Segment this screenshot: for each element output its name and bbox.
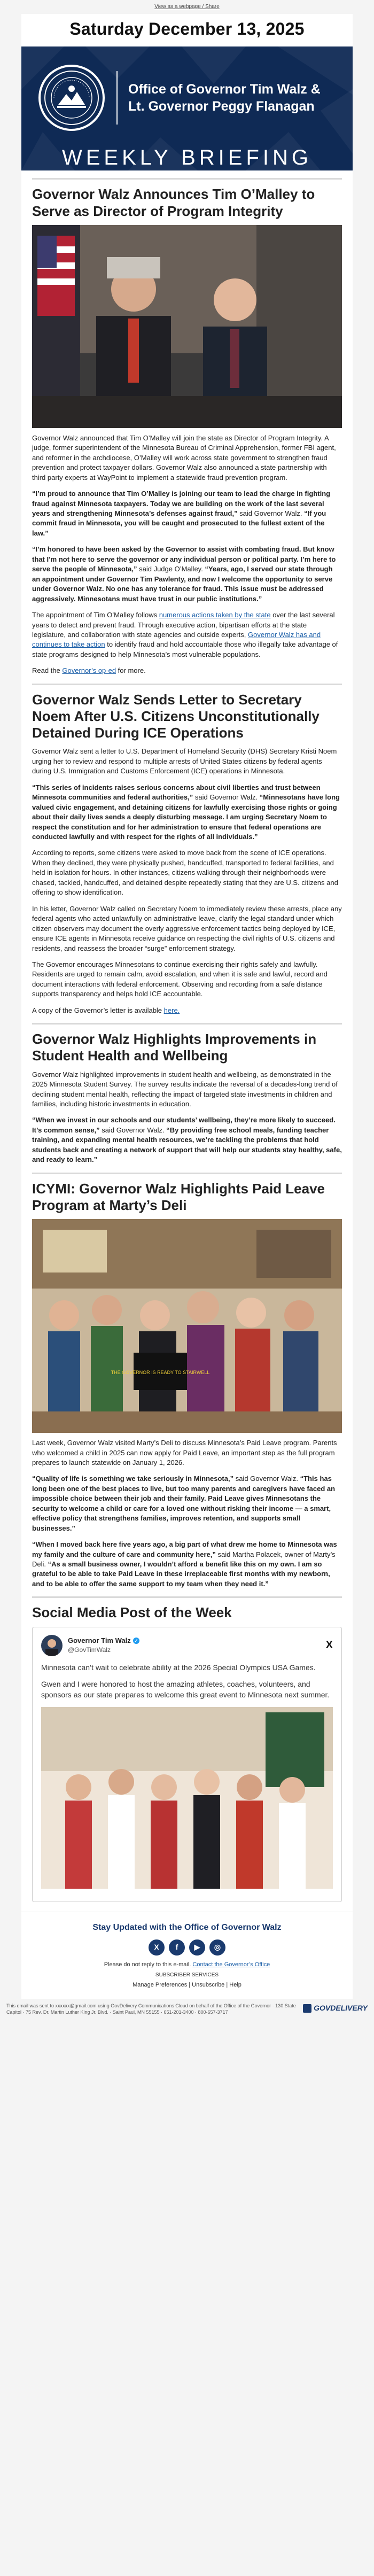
- divider: [32, 1023, 342, 1025]
- quote-attribution: said Governor Walz.: [233, 1475, 300, 1483]
- quote-text: “By providing free school meals, funding teacher training, and expanding mental health resources, we’re tackling the problems that hold students back and creating a network of support that will help our students stay healthy, safe, and ready to learn.”: [32, 1126, 342, 1164]
- govdelivery-icon: [303, 2004, 311, 2013]
- subscriber-services: SUBSCRIBER SERVICES: [155, 1972, 219, 1978]
- shirt-text: THE GOVERNOR IS READY TO STAIRWELL: [111, 1370, 210, 1376]
- state-actions-link[interactable]: numerous actions taken by the state: [159, 611, 271, 619]
- topbar: [0, 0, 374, 14]
- text: Please do not reply to this e-mail.: [104, 1961, 193, 1968]
- article-3-quote: [32, 1115, 342, 1165]
- weekly-briefing-title: WEEKLY BRIEFING: [61, 146, 313, 170]
- office-name: [128, 81, 321, 115]
- article-4-paragraph-1: Last week, Governor Walz visited Marty’s Deli to discuss Minnesota’s Paid Leave program. Parents who welcomed a child in 2025 can now apply for Paid Leave, an important step as the full program prepares to launch statewide on January 1, 2026.: [32, 1439, 337, 1467]
- quote-text: “When we invest in our schools and our students’ wellbeing, they’re more likely to succeed. It’s common sense,”: [32, 1116, 336, 1134]
- article-2-paragraph-4: The Governor encourages Minnesotans to continue exercising their rights safely and lawfully. Residents are urged to remain calm, avoid escalation, and when it is safe and lawful, record and document interactions with federal enforcement. Observing and recording from a safe distance supports transparency and helps hold ICE accountable.: [32, 960, 328, 998]
- divider: [32, 684, 342, 685]
- article-1-title: Governor Walz Announces Tim O’Malley to Serve as Director of Program Integrity: [32, 186, 315, 219]
- quote-text: “This series of incidents raises serious concerns about civil liberties and trust between Minnesota communities and federal authorities,”: [32, 783, 321, 802]
- quote-text: “Years, ago, I served our state through an appointment under Governor Tim Pawlenty, and now I welcome the opportunity to serve under Governor Walz. No one has any tolerance for fraud. This issue must be addressed aggressively. Minnesotans must have trust in our public institutions.”: [32, 565, 333, 603]
- article-4-quote-2: [32, 1540, 342, 1589]
- article-1-paragraph-3: [32, 610, 342, 659]
- email-body: [21, 14, 353, 1999]
- text: Read the: [32, 666, 63, 675]
- verified-icon: ✓: [133, 1638, 139, 1644]
- quote-text: “If you commit fraud in Minnesota, you will be caught and prosecuted to the fullest extent of the law.”: [32, 509, 326, 537]
- article-2-quote: [32, 783, 342, 842]
- govdelivery-logo: [303, 2003, 368, 2014]
- govdelivery-brand: GOVDELIVERY: [314, 2004, 368, 2013]
- facebook-icon[interactable]: f: [169, 1939, 185, 1956]
- op-ed-link[interactable]: Governor’s op-ed: [62, 666, 116, 675]
- governor-actions-link[interactable]: Governor Walz has and continues to take action: [32, 630, 321, 649]
- manage-links[interactable]: Manage Preferences | Unsubscribe | Help: [133, 1981, 241, 1988]
- no-reply-notice: [32, 1961, 342, 1969]
- social-title: Social Media Post of the Week: [32, 1604, 232, 1621]
- social-post-text-1: Minnesota can’t wait to celebrate ability at the 2026 Special Olympics USA Games.: [41, 1663, 316, 1672]
- text: The appointment of Tim O’Malley follows: [32, 611, 159, 619]
- article-1-paragraph: Governor Walz announced that Tim O’Malley will join the state as Director of Program Integrity. A judge, former superintendent of the Minnesota Bureau of Criminal Apprehension, former FBI agent, and reformer in the archdiocese, O’Malley will work across state government to strengthen fraud prevention and protect taxpayer dollars. Governor Walz also announced a state partnership with third party experts at WayPoint to implement a statewide fraud prevention program.: [32, 433, 336, 482]
- banner-divider: [116, 71, 118, 125]
- article-4-title: ICYMI: Governor Walz Highlights Paid Leave Program at Marty’s Deli: [32, 1180, 325, 1213]
- article-2-paragraph-1: Governor Walz sent a letter to U.S. Department of Homeland Security (DHS) Secretary Kristi Noem urging her to review and respond to multiple arrests of United States citizens by federal agents during U.S. Immigration and Customs Enforcement (ICE) operations in Minnesota.: [32, 747, 337, 775]
- text: to identify fraud and hold accountable those who illegally take advantage of state programs designed to help Minnesota’s most vulnerable populations.: [32, 640, 338, 658]
- article-2-paragraph-2: According to reports, some citizens were asked to move back from the scene of ICE operations. When they declined, they were physically pushed, handcuffed, transported to federal facilities, and held in isolation for hours. In other instances, citizens walking through their neighborhoods were chased, tackled, handcuffed, and detained despite repeatedly stating that they are U.S. citizens and offering to show identification.: [32, 849, 338, 897]
- omalley-announcement-photo: [32, 225, 342, 428]
- divider: [32, 1173, 342, 1174]
- article-1-quote-1: [32, 489, 342, 538]
- office-line-1: Office of Governor Tim Walz &: [128, 82, 321, 97]
- x-social-icon[interactable]: X: [149, 1939, 165, 1956]
- article-3-title: Governor Walz Highlights Improvements in Student Health and Wellbeing: [32, 1031, 317, 1064]
- quote-attribution: said Governor Walz.: [237, 509, 305, 517]
- account-name: [68, 1636, 139, 1646]
- article-1-paragraph-4: [32, 666, 342, 676]
- text: A copy of the Governor’s letter is available: [32, 1006, 164, 1014]
- quote-text: “Quality of life is something we take seriously in Minnesota,”: [32, 1475, 234, 1483]
- office-line-2: Lt. Governor Peggy Flanagan: [128, 99, 315, 114]
- avatar: [41, 1635, 63, 1656]
- contact-link[interactable]: Contact the Governor’s Office: [192, 1961, 270, 1968]
- quote-text: “I’m honored to have been asked by the Governor to assist with combating fraud. But know that I’m not here to serve the governor or any individual person or political party. I’m here to serve the people of Minnesota,”: [32, 545, 336, 573]
- article-4-quote-1: [32, 1474, 342, 1533]
- quote-text: “As a small business owner, I wouldn’t afford a benefit like this on my own. I am so grateful to be able to take Paid Leave in these irreplaceable first months with my newborn, and to be able to offer the same support to my team when they need it.”: [32, 1560, 330, 1588]
- legal-text: This email was sent to xxxxxx@gmail.com using GovDelivery Communications Cloud on behalf of the Office of the Governor · 130 State Capitol · 75 Rev. Dr. Martin Luther King Jr. Blvd. · Saint Paul, MN 55155 · 651-201-3400 · 800-657-3717: [6, 2003, 296, 2015]
- text: over the last several years to detect and prevent fraud. Through executive action, bipartisan efforts at the state legislature, and collaboration with state agencies and outside experts,: [32, 611, 335, 639]
- content: [21, 178, 353, 1902]
- x-logo-icon: X: [325, 1639, 333, 1651]
- header-banner: [21, 46, 353, 170]
- article-2-paragraph-3: In his letter, Governor Walz called on Secretary Noem to immediately review these arrests, place any federal agents who acted unlawfully on administrative leave, clarify the legal standard under which citizen observers may document the overly aggressive enforcement tactics being deployed by ICE, ensure ICE agents in Minnesota receive guidance on respecting the civil rights of U.S. citizens and residents, and reassess the broader “surge” enforcement strategy.: [32, 904, 342, 952]
- stay-updated-heading: Stay Updated with the Office of Governor Walz: [92, 1923, 282, 1933]
- view-as-webpage-link[interactable]: View as a webpage / Share: [154, 3, 220, 10]
- quote-text: “I’m proud to announce that Tim O’Malley is joining our team to lead the charge in fighting fraud against Minnesota taxpayers. Today we are building on the work of the last several years and strengthening Minnesota’s defenses against fraud,”: [32, 490, 331, 517]
- quote-attribution: said Governor Walz.: [193, 793, 260, 802]
- social-icons: [32, 1939, 342, 1956]
- legal-footer: [0, 1999, 374, 2020]
- instagram-icon[interactable]: ◎: [209, 1939, 225, 1956]
- quote-attribution: said Martha Polacek, owner of Marty’s Deli.: [32, 1550, 336, 1569]
- state-seal-logo: [38, 65, 105, 131]
- social-post-text-2: Gwen and I were honored to host the amazing athletes, coaches, volunteers, and sponsors as our state prepares to welcome this great event to Minnesota next summer.: [41, 1680, 330, 1700]
- footer: [21, 1912, 353, 1999]
- youtube-icon[interactable]: ▶: [189, 1939, 205, 1956]
- article-1-quote-2: [32, 545, 342, 604]
- divider: [32, 1596, 342, 1598]
- quote-text: “This has long been one of the best places to live, but too many parents and caregivers have faced an impossible choice between their job and their family. Paid Leave gives Minnesotans the security to welcome a child or care for a loved one without risking their income — a smart, effective policy that strengthens families, improves retention, and supports small businesses.”: [32, 1475, 336, 1532]
- divider: [32, 178, 342, 180]
- date-heading: Saturday December 13, 2025: [69, 19, 305, 38]
- social-post-header: [41, 1635, 333, 1656]
- article-2-title: Governor Walz Sends Letter to Secretary Noem After U.S. Citizens Unconstitutionally Detained During ICE Operations: [32, 691, 320, 741]
- quote-text: “When I moved back here five years ago, a big part of what drew me home to Minnesota was my family and the culture of care and community here,”: [32, 1540, 337, 1558]
- martys-deli-photo: [32, 1219, 342, 1433]
- avatar-icon: [41, 1635, 63, 1656]
- text: for more.: [116, 666, 146, 675]
- date-bar: [21, 14, 353, 46]
- account-handle: @GovTimWalz: [68, 1646, 111, 1654]
- special-olympics-photo: [41, 1707, 333, 1889]
- social-post-card[interactable]: [32, 1627, 342, 1903]
- quote-attribution: said Judge O’Malley.: [137, 565, 205, 573]
- letter-link[interactable]: here.: [163, 1006, 180, 1014]
- account-name-text: Governor Tim Walz: [68, 1636, 131, 1644]
- article-2-paragraph-5: [32, 1006, 342, 1015]
- quote-text: “Minnesotans have long valued civic engagement, and detaining citizens for lawfully exercising those rights or going about their daily lives sends a deeply disturbing message. I am urging Secretary Noem to respect the constitution and for her administration to ensure that federal operations are conducted lawfully and with respect for the rights of all individuals.”: [32, 793, 340, 841]
- article-3-paragraph-1: Governor Walz highlighted improvements in student health and wellbeing, as demonstrated in the 2025 Minnesota Student Survey. The survey results indicate the reversal of a decades-long trend of declining student mental health, reflecting the impact of targeted state investments in children and families, including historic investments in education.: [32, 1070, 338, 1108]
- seal-icon: [42, 68, 101, 127]
- quote-attribution: said Governor Walz.: [99, 1126, 167, 1134]
